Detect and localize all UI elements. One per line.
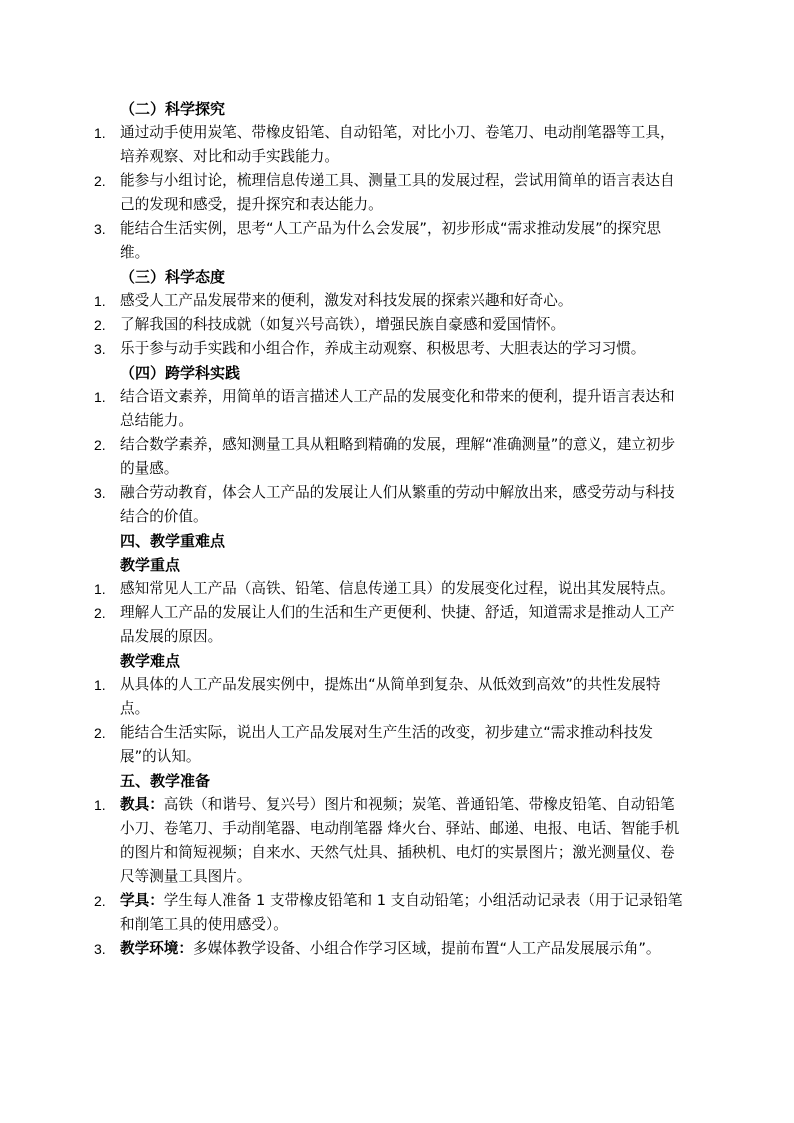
list-item-text-wrap xyxy=(120,577,684,601)
list-item-label: 教具： xyxy=(120,796,164,813)
list-item-number: 1. xyxy=(94,581,106,597)
list-item-text-wrap xyxy=(120,337,684,361)
list-item-text-wrap xyxy=(120,121,684,169)
section-heading: 五、教学准备 xyxy=(120,772,211,790)
list-item xyxy=(94,601,684,649)
list-item-text: 学生每人准备 1 支带橡皮铅笔和 1 支自动铅笔；小组活动记录表（用于记录铅笔和削笔工具的使用感受）。 xyxy=(120,892,683,933)
list-item xyxy=(94,313,684,337)
list-item-text: 融合劳动教育，体会人工产品的发展让人们从繁重的劳动中解放出来，感受劳动与科技结合的价值。 xyxy=(120,484,675,525)
list-item-number: 3. xyxy=(94,485,106,501)
list-item xyxy=(94,721,684,769)
list-item-number: 3. xyxy=(94,221,106,237)
list-item-text: 高铁（和谐号、复兴号）图片和视频；炭笔、普通铅笔、带橡皮铅笔、自动铅笔 小刀、卷笔刀、手动削笔器、电动削笔器 烽火台、驿站、邮递、电报、电话、智能手机的图片和简短视频；自来水、天然气灶具、插秧机、电灯的实景图片；激光测量仪、卷尺等测量工具图片。 xyxy=(120,796,680,885)
list-item-text-wrap xyxy=(120,601,684,649)
list-item-number: 1. xyxy=(94,293,106,309)
list-item-text-wrap xyxy=(120,169,684,217)
list-item-label: 教学环境： xyxy=(120,940,193,957)
list-item-label: 学具： xyxy=(120,892,164,909)
list-item-text: 感知常见人工产品（高铁、铅笔、信息传递工具）的发展变化过程，说出其发展特点。 xyxy=(120,580,675,597)
list-item-number: 3. xyxy=(94,941,106,957)
list-item-text: 了解我国的科技成就（如复兴号高铁），增强民族自豪感和爱国情怀。 xyxy=(120,316,566,333)
list-item xyxy=(94,889,684,937)
list-item-text: 从具体的人工产品发展实例中，提炼出“从简单到复杂、从低效到高效”的共性发展特点。 xyxy=(120,676,661,717)
list-item xyxy=(94,289,684,313)
list-item-number: 2. xyxy=(94,605,106,621)
list-item xyxy=(94,577,684,601)
list-item-text: 能结合生活实例，思考“人工产品为什么会发展”，初步形成“需求推动发展”的探究思维。 xyxy=(120,220,662,261)
list-item-text-wrap xyxy=(120,217,684,265)
section-heading: 四、教学重难点 xyxy=(120,532,226,550)
section-heading: 教学重点 xyxy=(120,556,181,574)
list-item-text-wrap xyxy=(120,721,684,769)
list-item-text: 感受人工产品发展带来的便利，激发对科技发展的探索兴趣和好奇心。 xyxy=(120,292,573,309)
list-item-number: 2. xyxy=(94,725,106,741)
list-item-text: 能参与小组讨论，梳理信息传递工具、测量工具的发展过程，尝试用简单的语言表达自己的发现和感受，提升探究和表达能力。 xyxy=(120,172,675,213)
list-item-text: 多媒体教学设备、小组合作学习区域，提前布置“人工产品发展展示角”。 xyxy=(192,940,661,957)
list-item-number: 2. xyxy=(94,893,106,909)
list-item-text: 通过动手使用炭笔、带橡皮铅笔、自动铅笔，对比小刀、卷笔刀、电动削笔器等工具，培养观察、对比和动手实践能力。 xyxy=(120,124,675,165)
list-item-number: 1. xyxy=(94,125,106,141)
list-item xyxy=(94,385,684,433)
list-item-text: 乐于参与动手实践和小组合作，养成主动观察、积极思考、大胆表达的学习习惯。 xyxy=(120,340,646,357)
list-item xyxy=(94,793,684,889)
document-body xyxy=(94,97,684,961)
list-item-text-wrap xyxy=(120,793,684,889)
list-item-number: 2. xyxy=(94,317,106,333)
list-item-text-wrap xyxy=(120,481,684,529)
section-heading: （三）科学态度 xyxy=(120,268,226,286)
list-item xyxy=(94,673,684,721)
section-heading: （二）科学探究 xyxy=(120,100,226,118)
list-item-text-wrap xyxy=(120,889,684,937)
list-item-text: 能结合生活实际，说出人工产品发展对生产生活的改变，初步建立“需求推动科技发展”的认知。 xyxy=(120,724,653,765)
list-item-text: 结合语文素养，用简单的语言描述人工产品的发展变化和带来的便利，提升语言表达和总结能力。 xyxy=(120,388,675,429)
list-item-text-wrap xyxy=(120,385,684,433)
list-item xyxy=(94,937,684,961)
section-heading: 教学难点 xyxy=(120,652,181,670)
list-item xyxy=(94,481,684,529)
list-item xyxy=(94,433,684,481)
list-item-text-wrap xyxy=(120,313,684,337)
list-item-text-wrap xyxy=(120,673,684,721)
list-item-number: 2. xyxy=(94,437,106,453)
list-item-text: 结合数学素养，感知测量工具从粗略到精确的发展，理解“准确测量”的意义，建立初步的量感。 xyxy=(120,436,676,477)
list-item-text-wrap xyxy=(120,289,684,313)
list-item xyxy=(94,169,684,217)
section-heading: （四）跨学科实践 xyxy=(120,364,241,382)
list-item xyxy=(94,217,684,265)
list-item-number: 1. xyxy=(94,677,106,693)
list-item-number: 1. xyxy=(94,797,106,813)
list-item-text: 理解人工产品的发展让人们的生活和生产更便利、快捷、舒适，知道需求是推动人工产品发展的原因。 xyxy=(120,604,675,645)
list-item xyxy=(94,337,684,361)
list-item-text-wrap xyxy=(120,937,684,961)
list-item xyxy=(94,121,684,169)
list-item-number: 1. xyxy=(94,389,106,405)
list-item-number: 3. xyxy=(94,341,106,357)
list-item-number: 2. xyxy=(94,173,106,189)
list-item-text-wrap xyxy=(120,433,684,481)
